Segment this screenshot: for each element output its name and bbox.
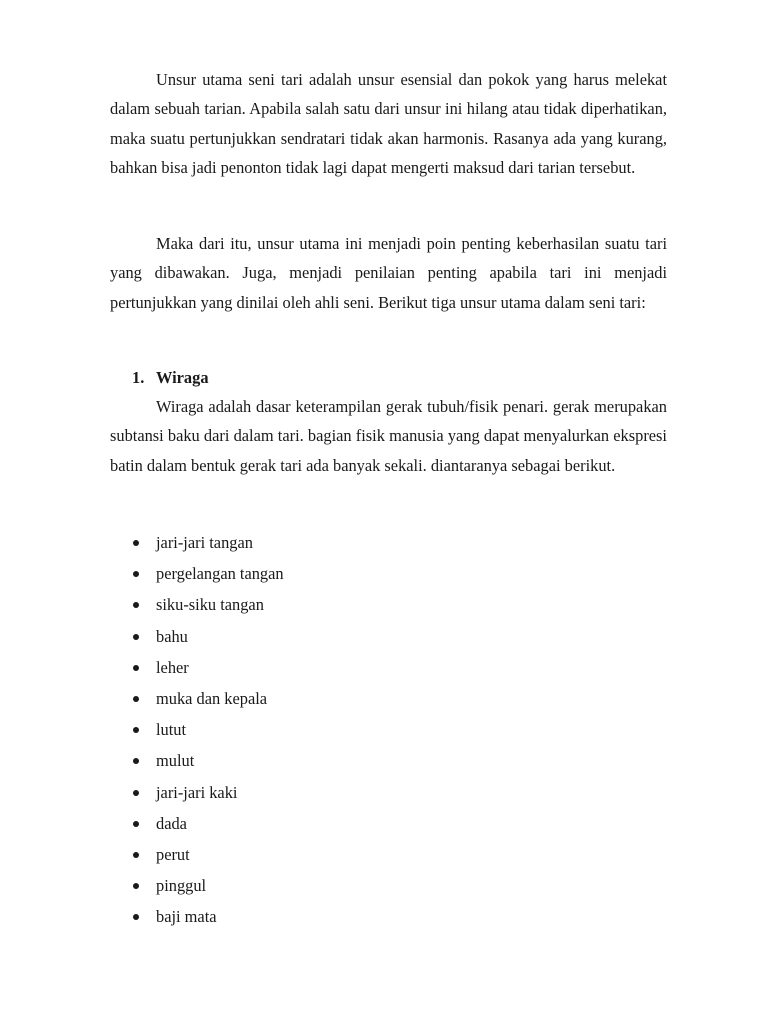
list-item-text: bahu xyxy=(156,626,188,646)
list-item xyxy=(133,559,284,590)
bullet-icon xyxy=(133,758,139,764)
bullet-icon xyxy=(133,790,139,796)
bullet-icon xyxy=(133,852,139,858)
bullet-list xyxy=(133,528,284,933)
list-item-text: muka dan kepala xyxy=(156,688,268,708)
list-item-text: perut xyxy=(156,844,190,864)
bullet-icon xyxy=(133,914,139,920)
bullet-icon xyxy=(133,602,139,608)
list-item xyxy=(133,622,284,653)
bullet-icon xyxy=(133,883,139,889)
list-item-text: leher xyxy=(156,657,189,677)
list-item xyxy=(133,528,284,559)
list-item xyxy=(133,715,284,746)
bullet-icon xyxy=(133,634,139,640)
section-paragraph: Wiraga adalah dasar keterampilan gerak tubuh/fisik penari. gerak merupakan subtansi baku dari dalam tari. bagian fisik manusia yang dapat menyalurkan ekspresi batin dalam bentuk gerak tari ada banyak sekali. diantaranya sebagai berikut. xyxy=(110,397,667,475)
list-item xyxy=(133,590,284,621)
list-item-text: dada xyxy=(156,813,187,833)
list-item xyxy=(133,778,284,809)
list-item xyxy=(133,653,284,684)
second-paragraph: Maka dari itu, unsur utama ini menjadi poin penting keberhasilan suatu tari yang dibawakan. Juga, menjadi penilaian penting apabila tari ini menjadi pertunjukkan yang dinilai oleh ahli seni. Berikut tiga unsur utama dalam seni tari: xyxy=(110,234,667,312)
intro-paragraph: Unsur utama seni tari adalah unsur esensial dan pokok yang harus melekat dalam sebuah tarian. Apabila salah satu dari unsur ini hilang atau tidak diperhatikan, maka suatu pertunjukkan sendratari tidak akan harmonis. Rasanya ada yang kurang, bahkan bisa jadi penonton tidak lagi dapat mengerti maksud dari tarian tersebut. xyxy=(110,70,667,178)
list-item-text: pinggul xyxy=(156,876,207,896)
bullet-icon xyxy=(133,696,139,702)
section-heading xyxy=(132,363,209,392)
list-item xyxy=(133,840,284,871)
list-item-text: mulut xyxy=(156,751,195,771)
list-item xyxy=(133,684,284,715)
list-item-text: jari-jari kaki xyxy=(156,782,238,802)
list-item xyxy=(133,902,284,933)
bullet-icon xyxy=(133,571,139,577)
list-item-text: baji mata xyxy=(156,907,217,927)
list-item-text: jari-jari tangan xyxy=(156,533,253,552)
bullet-icon xyxy=(133,540,139,546)
bullet-icon xyxy=(133,665,139,671)
list-item xyxy=(133,871,284,902)
list-item xyxy=(133,746,284,777)
list-item xyxy=(133,809,284,840)
section-number: 1. xyxy=(132,368,145,387)
list-item-text: lutut xyxy=(156,720,187,740)
bullet-icon xyxy=(133,821,139,827)
list-item-text: pergelangan tangan xyxy=(156,564,284,584)
list-item-text: siku-siku tangan xyxy=(156,595,264,615)
section-title: Wiraga xyxy=(156,368,209,387)
bullet-icon xyxy=(133,727,139,733)
